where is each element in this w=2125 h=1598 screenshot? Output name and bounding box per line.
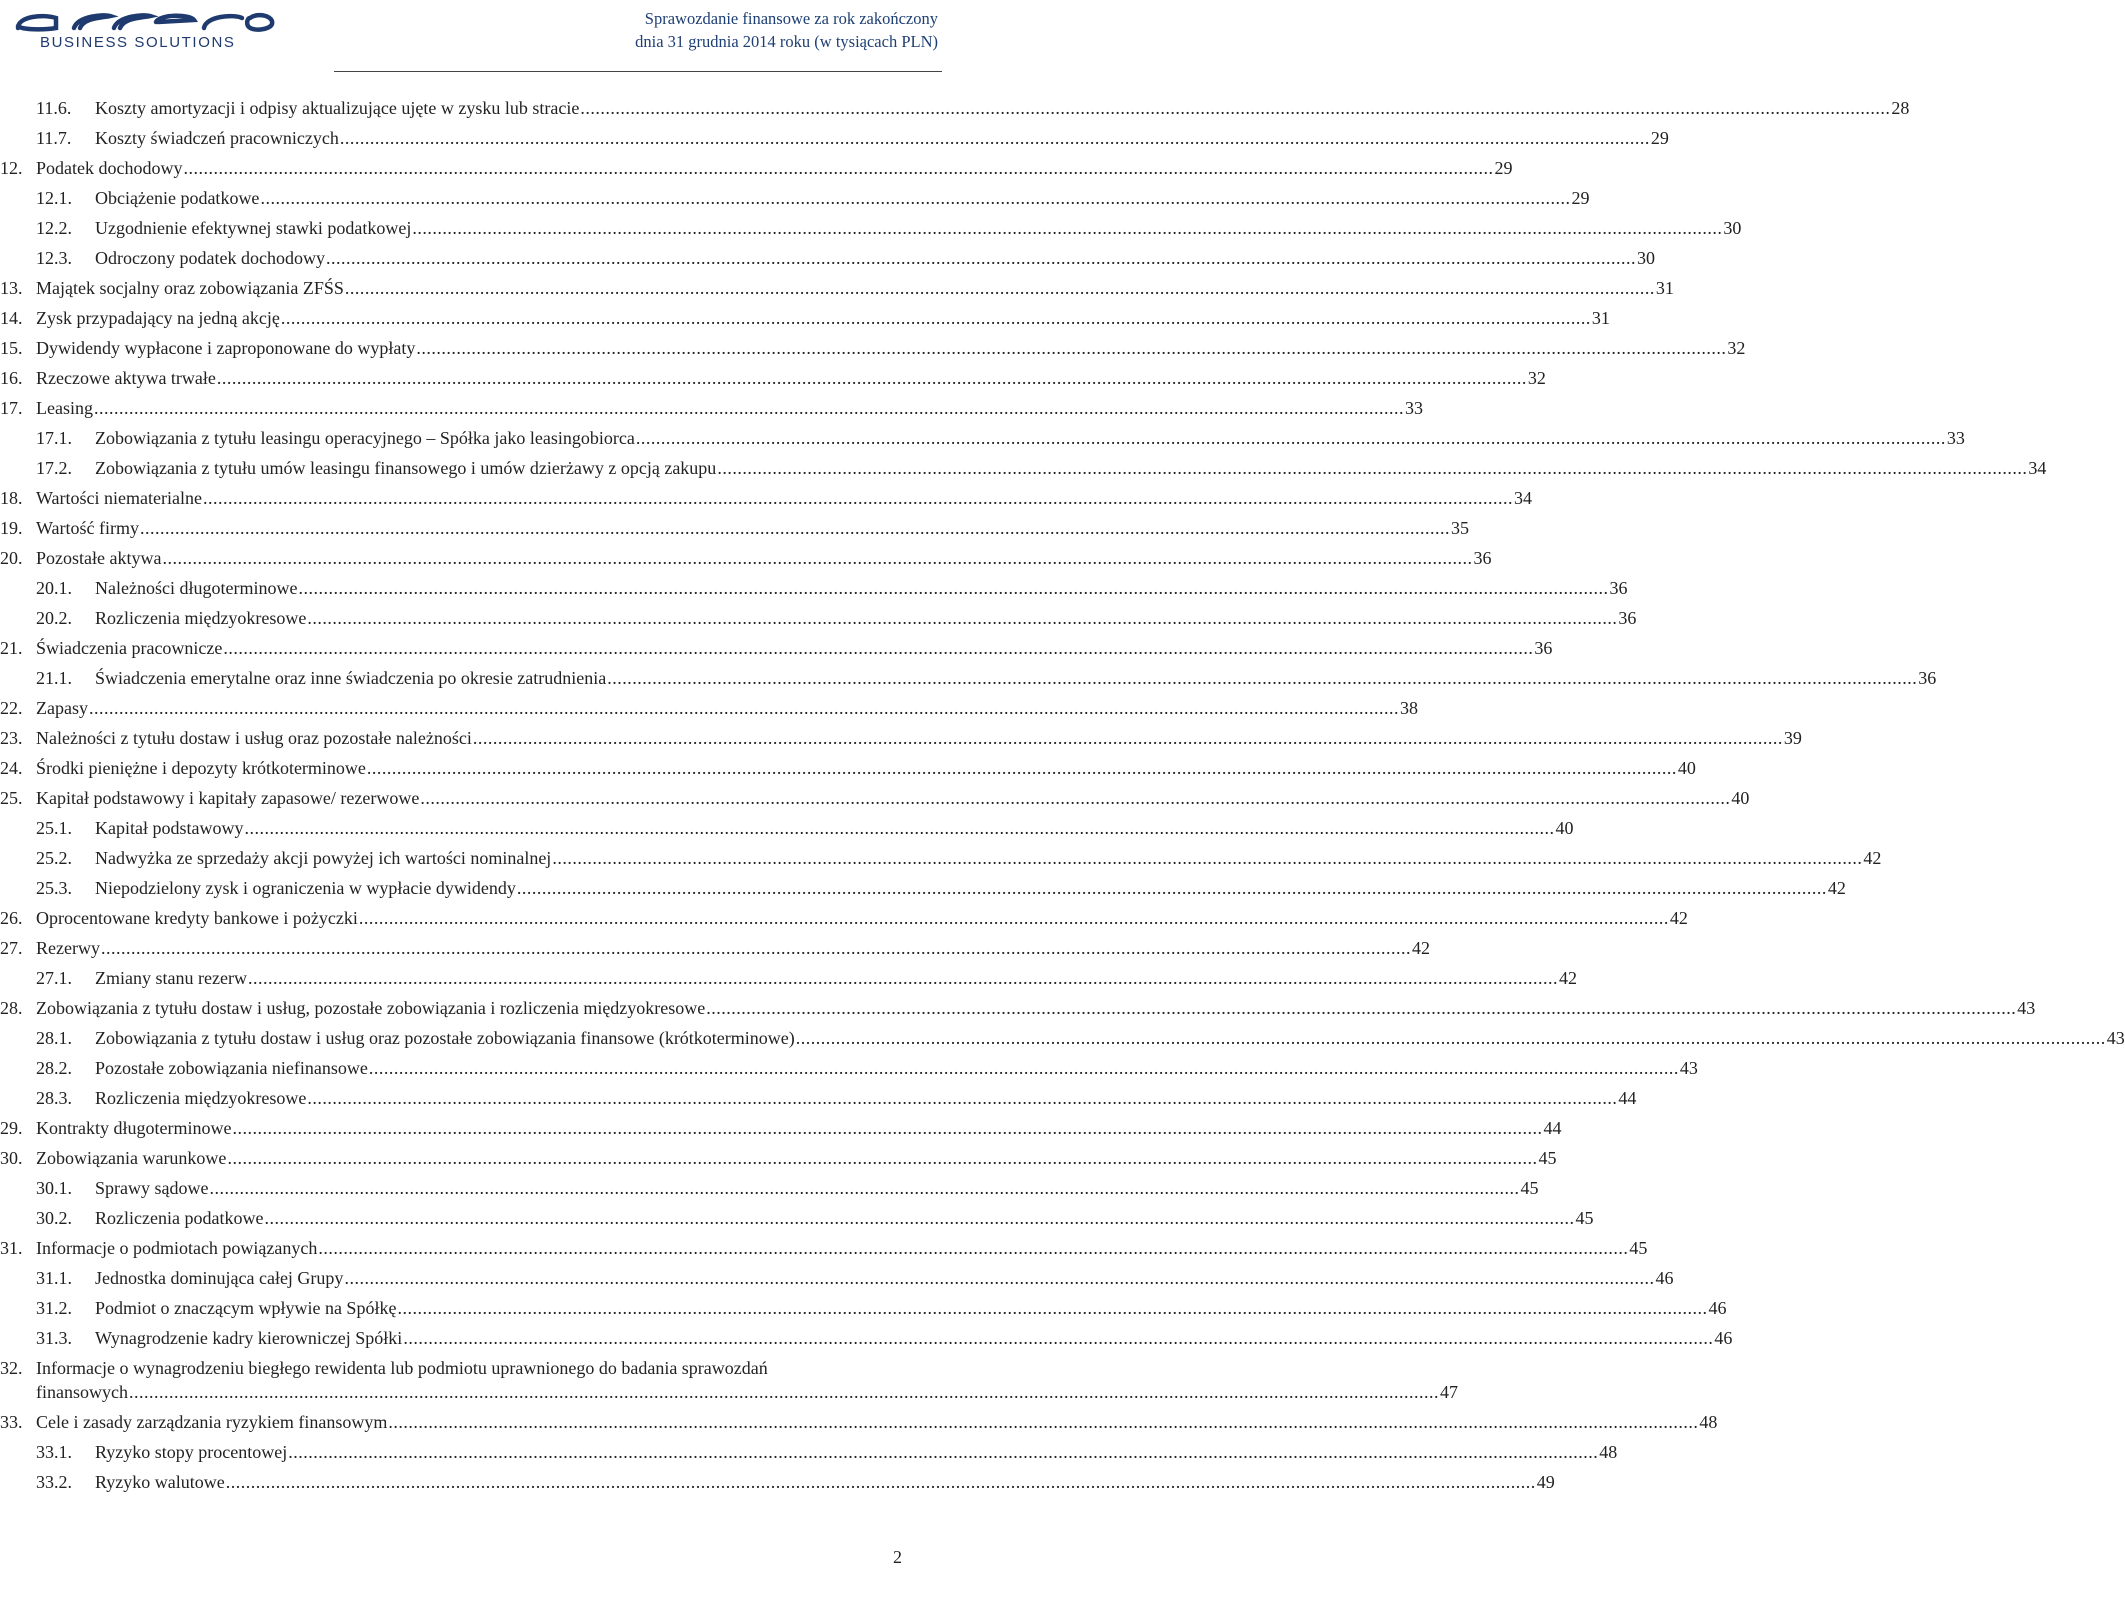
toc-entry-number: 28.2. (36, 1058, 72, 1078)
toc-entry-number: 12.2. (36, 218, 72, 238)
toc-entry-page: 31 (1655, 278, 1674, 298)
toc-entry-title: Jednostka dominująca całej Grupy (95, 1268, 344, 1288)
toc-entry-title: Koszty amortyzacji i odpisy aktualizujące ujęte w zysku lub stracie (95, 98, 580, 118)
toc-entry-line (36, 546, 1492, 570)
toc-entry-line (36, 486, 1532, 510)
toc-entry-number: 12.1. (36, 188, 72, 208)
toc-entry-line (95, 1026, 2125, 1050)
toc-entry-number: 24. (0, 758, 23, 778)
toc-entry-title: Zobowiązania z tytułu leasingu operacyjnego – Spółka jako leasingobiorca (95, 428, 635, 448)
toc-entry-page: 32 (1527, 368, 1546, 388)
toc-entry-title: Majątek socjalny oraz zobowiązania ZFŚS (36, 278, 344, 298)
toc-entry-page: 42 (1411, 938, 1430, 958)
dot-leader: ...................................................................................................................................................................................................................................................................... (288, 1442, 1599, 1462)
toc-entry-line (36, 1116, 1562, 1140)
dot-leader: ...................................................................................................................................................................................................................................................................... (580, 98, 1891, 118)
dot-leader: ...................................................................................................................................................................................................................................................................... (344, 278, 1655, 298)
toc-entry-line (95, 966, 1577, 990)
toc-entry-number: 27. (0, 938, 23, 958)
toc-entry-line (36, 1146, 1557, 1170)
toc-entry-title: Nadwyżka ze sprzedaży akcji powyżej ich wartości nominalnej (95, 848, 552, 868)
toc-entry-title: Należności z tytułu dostaw i usług oraz pozostałe należności (36, 728, 472, 748)
toc-entry-title: Koszty świadczeń pracowniczych (95, 128, 339, 148)
toc-entry-page: 40 (1555, 818, 1574, 838)
toc-entry-page: 45 (1575, 1208, 1594, 1228)
toc-entry-line (36, 936, 1430, 960)
toc-entry-page: 36 (1534, 638, 1553, 658)
toc-entry-number: 20.2. (36, 608, 72, 628)
toc-entry-title: Świadczenia emerytalne oraz inne świadczenia po okresie zatrudnienia (95, 668, 607, 688)
toc-entry-page: 46 (1714, 1328, 1733, 1348)
dot-leader: ...................................................................................................................................................................................................................................................................... (307, 1088, 1618, 1108)
dot-leader: ...................................................................................................................................................................................................................................................................... (298, 578, 1609, 598)
dot-leader: ...................................................................................................................................................................................................................................................................... (264, 1208, 1575, 1228)
toc-entry-number: 25. (0, 788, 23, 808)
toc-entry-line (95, 426, 1965, 450)
dot-leader: ...................................................................................................................................................................................................................................................................... (260, 188, 1571, 208)
toc-entry-page: 45 (1538, 1148, 1557, 1168)
toc-entry-line (36, 726, 1802, 750)
toc-entry-number: 18. (0, 488, 23, 508)
toc-entry-title: Niepodzielony zysk i ograniczenia w wypłacie dywidendy (95, 878, 516, 898)
dot-leader: ...................................................................................................................................................................................................................................................................... (706, 998, 2017, 1018)
toc-entry-title: Należności długoterminowe (95, 578, 298, 598)
report-title-line-1: Sprawozdanie finansowe za rok zakończony (644, 9, 938, 28)
toc-entry-number: 31. (0, 1238, 23, 1258)
dot-leader: ...................................................................................................................................................................................................................................................................... (88, 698, 1399, 718)
toc-entry-line (95, 1176, 1539, 1200)
toc-entry-title: Kapitał podstawowy i kapitały zapasowe/ rezerwowe (36, 788, 420, 808)
toc-entry-page: 32 (1727, 338, 1746, 358)
toc-entry-title: Rozliczenia podatkowe (95, 1208, 264, 1228)
toc-entry-page: 35 (1451, 518, 1470, 538)
toc-entry-number: 30.1. (36, 1178, 72, 1198)
toc-entry-page: 31 (1591, 308, 1610, 328)
toc-entry-number: 31.1. (36, 1268, 72, 1288)
toc-entry-page: 28 (1891, 98, 1910, 118)
dot-leader: ...................................................................................................................................................................................................................................................................... (232, 1118, 1543, 1138)
toc-entry-title: Ryzyko walutowe (95, 1472, 225, 1492)
toc-entry-number: 15. (0, 338, 23, 358)
dot-leader: ...................................................................................................................................................................................................................................................................... (325, 248, 1636, 268)
toc-entry-title: Odroczony podatek dochodowy (95, 248, 325, 268)
toc-entry-line (36, 696, 1418, 720)
toc-entry-line (95, 186, 1590, 210)
toc-entry-line (95, 1296, 1727, 1320)
toc-entry-page: 42 (1827, 878, 1846, 898)
dot-leader: ...................................................................................................................................................................................................................................................................... (635, 428, 1946, 448)
toc-entry-number: 27.1. (36, 968, 72, 988)
dot-leader: ...................................................................................................................................................................................................................................................................... (227, 1148, 1538, 1168)
toc-entry-line (36, 336, 1746, 360)
dot-leader: ...................................................................................................................................................................................................................................................................... (318, 1238, 1629, 1258)
toc-entry-page: 46 (1655, 1268, 1674, 1288)
dot-leader: ...................................................................................................................................................................................................................................................................... (162, 548, 1473, 568)
toc-entry-line (36, 1380, 1458, 1404)
toc-entry-title: Cele i zasady zarządzania ryzykiem finansowym (36, 1412, 388, 1432)
toc-entry-page: 47 (1439, 1382, 1458, 1402)
page-header (0, 0, 960, 80)
toc-entry-title: Pozostałe aktywa (36, 548, 162, 568)
toc-entry-page: 49 (1536, 1472, 1555, 1492)
toc-entry-title: Leasing (36, 398, 93, 418)
dot-leader: ...................................................................................................................................................................................................................................................................... (412, 218, 1723, 238)
toc-entry-number: 19. (0, 518, 23, 538)
toc-entry-title: Kapitał podstawowy (95, 818, 244, 838)
toc-entry-line (36, 906, 1688, 930)
dot-leader: ...................................................................................................................................................................................................................................................................... (368, 1058, 1679, 1078)
toc-entry-title: Wynagrodzenie kadry kierowniczej Spółki (95, 1328, 403, 1348)
toc-entry-line (95, 1440, 1618, 1464)
dot-leader: ...................................................................................................................................................................................................................................................................... (280, 308, 1591, 328)
toc-entry-number: 33.1. (36, 1442, 72, 1462)
toc-entry-title: Dywidendy wypłacone i zaproponowane do wypłaty (36, 338, 416, 358)
toc-entry-number: 17.2. (36, 458, 72, 478)
dot-leader: ...................................................................................................................................................................................................................................................................... (216, 368, 1527, 388)
toc-entry-page: 48 (1699, 1412, 1718, 1432)
toc-entry-number: 20. (0, 548, 23, 568)
toc-entry-number: 22. (0, 698, 23, 718)
dot-leader: ...................................................................................................................................................................................................................................................................... (416, 338, 1727, 358)
toc-entry-number: 23. (0, 728, 23, 748)
toc-entry-line (95, 456, 2047, 480)
toc-entry-title: Rozliczenia międzyokresowe (95, 608, 307, 628)
dot-leader: ...................................................................................................................................................................................................................................................................... (140, 518, 1451, 538)
toc-entry-number: 32. (0, 1358, 23, 1378)
dot-leader: ...................................................................................................................................................................................................................................................................... (344, 1268, 1655, 1288)
toc-entry-page: 42 (1669, 908, 1688, 928)
toc-entry-page: 29 (1571, 188, 1590, 208)
toc-entry-page: 33 (1404, 398, 1423, 418)
toc-entry-line (95, 96, 1910, 120)
toc-entry-number: 25.3. (36, 878, 72, 898)
toc-entry-number: 20.1. (36, 578, 72, 598)
toc-entry-number: 33.2. (36, 1472, 72, 1492)
toc-entry-line (95, 816, 1574, 840)
toc-entry-title: finansowych (36, 1382, 128, 1402)
toc-entry-title: Świadczenia pracownicze (36, 638, 223, 658)
dot-leader: ...................................................................................................................................................................................................................................................................... (516, 878, 1827, 898)
toc-entry-number: 29. (0, 1118, 23, 1138)
toc-entry-line (36, 366, 1546, 390)
toc-entry-line (36, 276, 1674, 300)
toc-entry-title: Oprocentowane kredyty bankowe i pożyczki (36, 908, 358, 928)
dot-leader: ...................................................................................................................................................................................................................................................................... (472, 728, 1783, 748)
toc-entry-line (95, 1056, 1698, 1080)
toc-entry-page: 40 (1677, 758, 1696, 778)
toc-entry-page: 33 (1946, 428, 1965, 448)
toc-entry-title: Uzgodnienie efektywnej stawki podatkowej (95, 218, 412, 238)
toc-entry-line (95, 1206, 1594, 1230)
toc-entry-page: 40 (1731, 788, 1750, 808)
toc-entry-number: 28.3. (36, 1088, 72, 1108)
dot-leader: ...................................................................................................................................................................................................................................................................... (420, 788, 1731, 808)
toc-entry-page: 29 (1494, 158, 1513, 178)
toc-entry-title: Zmiany stanu rezerw (95, 968, 247, 988)
toc-entry-line (95, 246, 1655, 270)
toc-entry-number: 28.1. (36, 1028, 72, 1048)
dot-leader: ...................................................................................................................................................................................................................................................................... (366, 758, 1677, 778)
toc-entry-title: Zobowiązania z tytułu dostaw i usług, pozostałe zobowiązania i rozliczenia międzyokresowe (36, 998, 706, 1018)
toc-entry-title: Podatek dochodowy (36, 158, 183, 178)
dot-leader: ...................................................................................................................................................................................................................................................................... (202, 488, 1513, 508)
toc-entry-number: 30. (0, 1148, 23, 1168)
toc-entry-page: 45 (1629, 1238, 1648, 1258)
toc-entry-number: 31.2. (36, 1298, 72, 1318)
toc-entry-title: Kontrakty długoterminowe (36, 1118, 232, 1138)
dot-leader: ...................................................................................................................................................................................................................................................................... (552, 848, 1863, 868)
toc-entry-page: 36 (1473, 548, 1492, 568)
toc-entry-number: 21.1. (36, 668, 72, 688)
toc-entry-line (95, 1470, 1555, 1494)
toc-entry-page: 34 (2028, 458, 2047, 478)
toc-entry-page: 36 (1618, 608, 1637, 628)
toc-entry-title: Zysk przypadający na jedną akcję (36, 308, 280, 328)
toc-entry-line (95, 606, 1637, 630)
toc-entry-line (36, 756, 1696, 780)
dot-leader: ...................................................................................................................................................................................................................................................................... (717, 458, 2028, 478)
toc-entry-number: 33. (0, 1412, 23, 1432)
toc-entry-title: Zobowiązania warunkowe (36, 1148, 227, 1168)
toc-entry-line (95, 1266, 1674, 1290)
toc-entry-title: Obciążenie podatkowe (95, 188, 260, 208)
toc-entry-page: 38 (1399, 698, 1418, 718)
toc-entry-line (36, 786, 1750, 810)
toc-entry-line (36, 996, 2036, 1020)
toc-entry-line (36, 396, 1423, 420)
toc-entry-page: 29 (1650, 128, 1669, 148)
toc-entry-page: 43 (2017, 998, 2036, 1018)
toc-entry-title: Zapasy (36, 698, 88, 718)
toc-entry-title: Zobowiązania z tytułu dostaw i usług oraz pozostałe zobowiązania finansowe (krótkoterminowe) (95, 1028, 795, 1048)
toc-entry-page: 42 (1558, 968, 1577, 988)
toc-entry-title: Pozostałe zobowiązania niefinansowe (95, 1058, 368, 1078)
toc-entry-line (36, 516, 1470, 540)
toc-entry-page: 36 (1918, 668, 1937, 688)
dot-leader: ...................................................................................................................................................................................................................................................................... (358, 908, 1669, 928)
toc-entry-title: Środki pieniężne i depozyty krótkoterminowe (36, 758, 366, 778)
dot-leader: ...................................................................................................................................................................................................................................................................... (607, 668, 1918, 688)
dot-leader: ...................................................................................................................................................................................................................................................................... (795, 1028, 2106, 1048)
toc-entry-title: Sprawy sądowe (95, 1178, 209, 1198)
toc-entry-number: 25.2. (36, 848, 72, 868)
toc-entry-line (36, 636, 1553, 660)
toc-entry-title: Rozliczenia międzyokresowe (95, 1088, 307, 1108)
dot-leader: ...................................................................................................................................................................................................................................................................... (339, 128, 1650, 148)
toc-entry-line (36, 306, 1610, 330)
toc-entry-line (95, 1086, 1637, 1110)
toc-entry-page: 34 (1513, 488, 1532, 508)
toc-entry-line (95, 126, 1669, 150)
toc-entry-line (36, 1410, 1718, 1434)
toc-entry-title: Ryzyko stopy procentowej (95, 1442, 288, 1462)
dot-leader: ...................................................................................................................................................................................................................................................................... (209, 1178, 1520, 1198)
dot-leader: ...................................................................................................................................................................................................................................................................... (223, 638, 1534, 658)
logo-tagline: BUSINESS SOLUTIONS (40, 34, 236, 51)
dot-leader: ...................................................................................................................................................................................................................................................................... (247, 968, 1558, 988)
page-number: 2 (893, 1547, 902, 1567)
toc-entry-page: 30 (1723, 218, 1742, 238)
report-title-line-2: dnia 31 grudnia 2014 roku (w tysiącach PLN) (635, 32, 938, 51)
dot-leader: ...................................................................................................................................................................................................................................................................... (397, 1298, 1708, 1318)
dot-leader: ...................................................................................................................................................................................................................................................................... (128, 1382, 1439, 1402)
toc-entry-title: Rzeczowe aktywa trwałe (36, 368, 216, 388)
toc-entry-line (95, 876, 1846, 900)
toc-entry-number: 12. (0, 158, 23, 178)
toc-entry-number: 31.3. (36, 1328, 72, 1348)
toc-entry-number: 17. (0, 398, 23, 418)
toc-entry-title: Zobowiązania z tytułu umów leasingu finansowego i umów dzierżawy z opcją zakupu (95, 458, 717, 478)
toc-entry-page: 36 (1609, 578, 1628, 598)
toc-entry-line (95, 666, 1937, 690)
toc-entry-page: 44 (1543, 1118, 1562, 1138)
toc-entry-page: 43 (1679, 1058, 1698, 1078)
toc-entry-line (95, 1326, 1733, 1350)
toc-entry-page: 43 (2106, 1028, 2125, 1048)
toc-entry-number: 16. (0, 368, 23, 388)
toc-entry-line (95, 846, 1882, 870)
toc-entry-number: 14. (0, 308, 23, 328)
toc-entry-page: 48 (1599, 1442, 1618, 1462)
toc-entry-number: 25.1. (36, 818, 72, 838)
header-divider (334, 71, 942, 72)
report-title (635, 7, 938, 53)
toc-entry-number: 13. (0, 278, 23, 298)
toc-entry-title: Podmiot o znaczącym wpływie na Spółkę (95, 1298, 397, 1318)
toc-entry-title: Wartości niematerialne (36, 488, 202, 508)
toc-entry-number: 28. (0, 998, 23, 1018)
toc-entry-number: 21. (0, 638, 23, 658)
dot-leader: ...................................................................................................................................................................................................................................................................... (388, 1412, 1699, 1432)
toc-entry-page: 42 (1863, 848, 1882, 868)
toc-entry-number: 30.2. (36, 1208, 72, 1228)
dot-leader: ...................................................................................................................................................................................................................................................................... (183, 158, 1494, 178)
toc-entry-line (36, 156, 1513, 180)
toc-entry-page: 39 (1783, 728, 1802, 748)
toc-entry-line (95, 216, 1742, 240)
dot-leader: ...................................................................................................................................................................................................................................................................... (100, 938, 1411, 958)
toc-entry-number: 11.7. (36, 128, 72, 148)
toc-entry-page: 46 (1708, 1298, 1727, 1318)
dot-leader: ...................................................................................................................................................................................................................................................................... (225, 1472, 1536, 1492)
toc-entry-page: 30 (1636, 248, 1655, 268)
toc-entry-number: 17.1. (36, 428, 72, 448)
toc-entry-line (36, 1236, 1648, 1260)
toc-entry-title: Wartość firmy (36, 518, 140, 538)
toc-entry-number: 26. (0, 908, 23, 928)
dot-leader: ...................................................................................................................................................................................................................................................................... (307, 608, 1618, 628)
dot-leader: ...................................................................................................................................................................................................................................................................... (93, 398, 1404, 418)
toc-entry-page: 44 (1618, 1088, 1637, 1108)
toc-entry-number: 12.3. (36, 248, 72, 268)
dot-leader: ...................................................................................................................................................................................................................................................................... (403, 1328, 1714, 1348)
toc-entry-title-first-line: Informacje o wynagrodzeniu biegłego rewidenta lub podmiotu uprawnionego do badania sprawozdań (36, 1358, 768, 1378)
toc-entry-page: 45 (1520, 1178, 1539, 1198)
toc-entry-line (95, 576, 1628, 600)
toc-entry-title: Informacje o podmiotach powiązanych (36, 1238, 318, 1258)
toc-entry-number: 11.6. (36, 98, 72, 118)
dot-leader: ...................................................................................................................................................................................................................................................................... (244, 818, 1555, 838)
toc-entry-title: Rezerwy (36, 938, 100, 958)
